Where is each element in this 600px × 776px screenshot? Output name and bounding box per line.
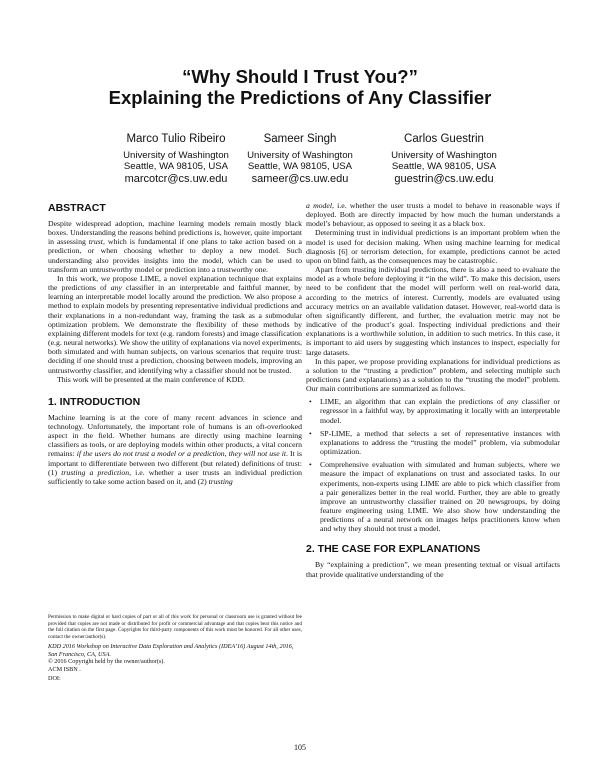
author-name: Sameer Singh [263, 133, 337, 145]
right-column [306, 201, 560, 579]
author-address: Seattle, WA 98105, USA [247, 161, 353, 172]
author-name: Marco Tulio Ribeiro [126, 133, 226, 145]
abstract-paragraph-3: This work will be presented at the main conference of KDD. [57, 374, 245, 384]
venue-notice: KDD 2016 Workshop on Interactive Data Exploration and Analytics (IDEA’16) August 14th, 2016, San Francisco, CA, USA. [48, 643, 294, 658]
intro-continued-paragraph: a model, i.e. whether the user trusts a model to behave in reasonable ways if deployed. Both are directly impacted by how much the human understands a model’s behaviour, as opposed to seeing it as a black box. [306, 201, 560, 229]
bullet-icon: • [309, 397, 312, 407]
isbn: ACM ISBN . [48, 666, 81, 674]
title-line-1: “Why Should I Trust You?” [182, 66, 418, 87]
abstract-paragraph-2: In this work, we propose LIME, a novel explanation technique that explains the predictions of any classifier in an interpretable and faithful manner, by learning an interpretable model locally around the prediction. We also propose a method to explain models by presenting representative individual predictions and their explanations in a non-redundant way, framing the task as a submodular optimization problem. We demonstrate the flexibility of these methods by explaining different models for text (e.g. random forests) and image classification (e.g. neural networks). We show the utility of explanations via novel experiments, both simulated and with human subjects, on various scenarios that require trust: deciding if one should trust a prediction, choosing between models, improving an untrustworthy classifier, and identifying why a classifier should not be trusted. [48, 273, 302, 375]
left-column [48, 202, 302, 486]
author-affiliation: University of Washington [123, 150, 229, 161]
author-name: Carlos Guestrin [404, 133, 484, 145]
bullet-icon: • [309, 428, 312, 438]
bullet-icon: • [309, 460, 312, 470]
permission-notice: Permission to make digital or hard copies of part or all of this work for personal or classroom use is granted without fee provided that copies are not made or distributed for profit or commercial advantage and that copies bear this notice and the full citation on the first page. Copyrights for third-party components of this work must be honored. For all other uses, contact the owner/author(s). [48, 614, 302, 640]
copyright-footnote [48, 614, 302, 683]
section-2-heading: 2. THE CASE FOR EXPLANATIONS [306, 543, 481, 556]
copyright-notice: © 2016 Copyright held by the owner/author(s). [48, 657, 165, 665]
author-address: Seattle, WA 98105, USA [391, 161, 497, 172]
introduction-heading: 1. INTRODUCTION [48, 395, 141, 408]
intro-paragraph-4: In this paper, we propose providing explanations for individual predictions as a solution to the “trusting a prediction” problem, and selecting multiple such predictions (and explanations) as a solution to the “trusting the model” problem. Our main contributions are summarized as follows. [306, 356, 560, 394]
title-line-2: Explaining the Predictions of Any Classifier [108, 87, 492, 108]
abstract-heading: ABSTRACT [48, 202, 106, 214]
intro-paragraph-3: Apart from trusting individual predictions, there is also a need to evaluate the model as a whole before deploying it “in the wild”. To make this decision, users need to be confident that the model will perform well on real-world data, according to the metrics of interest. Currently, models are evaluated using accuracy metrics on an available validation dataset. However, real-world data is often significantly different, and further, the evaluation metric may not be indicative of the product’s goal. Inspecting individual predictions and their explanations is a worthwhile solution, in addition to such metrics. In this case, it is important to aid users by suggesting which instances to inspect, especially for large datasets. [306, 265, 560, 357]
contributions-list [306, 397, 560, 533]
author-affiliation: University of Washington [247, 150, 353, 161]
abstract-paragraph-1: Despite widespread adoption, machine learning models remain mostly black boxes. Understanding the reasons behind predictions is, however, quite important in assessing trust, which is fundamental if one plans to take action based on a prediction, or when choosing whether to deploy a new model. Such understanding also provides insights into the model, which can be used to transform an untrustworthy model or prediction into a trustworthy one. [48, 219, 302, 274]
intro-paragraph-2: Determining trust in individual predictions is an important problem when the model is used for decision making. When using machine learning for medical diagnosis [6] or terrorism detection, for example, predictions cannot be acted upon on blind faith, as the consequences may be catastrophic. [306, 228, 560, 265]
list-item: • Comprehensive evaluation with simulated and human subjects, where we measure the impact of explanations on trust and associated tasks. In our experiments, non-experts using LIME are able to pick which classifier from a pair generalizes better in the real world. Further, they are able to greatly improve an untrustworthy classifier trained on 20 newsgroups, by doing feature engineering using LIME. We also show how understanding the predictions of a neural network on images helps practitioners know when and why they should not trust a model. [309, 460, 560, 534]
page-number: 105 [294, 743, 306, 752]
list-item: • SP-LIME, a method that selects a set of representative instances with explanations to address the “trusting the model” problem, via submodular optimization. [309, 428, 560, 457]
paper-title [40, 66, 560, 108]
author-affiliation: University of Washington [391, 150, 497, 161]
doi: DOI: [48, 674, 61, 682]
author-address: Seattle, WA 98105, USA [123, 161, 229, 172]
author-email: guestrin@cs.uw.edu [394, 173, 494, 185]
author-3 [354, 132, 534, 186]
author-email: marcotcr@cs.uw.edu [124, 173, 228, 185]
author-email: sameer@cs.uw.edu [251, 173, 349, 185]
section-2-paragraph-1: By “explaining a prediction”, we mean presenting textual or visual artifacts that provide qualitative understanding of the [306, 560, 560, 579]
introduction-paragraph-1: Machine learning is at the core of many recent advances in science and technology. Unfortunately, the important role of humans is an oft-overlooked aspect in the field. Whether humans are directly using machine learning classifiers as tools, or are deploying models within other products, a vital concern remains: if the users do not trust a model or a prediction, they will not use it. It is important to differentiate between two different (but related) definitions of trust: (1) trusting a prediction, i.e. whether a user trusts an individual prediction sufficiently to take some action based on it, and (2) trusting [48, 412, 303, 486]
list-item: • LIME, an algorithm that can explain the predictions of any classifier or regressor in a faithful way, by approximating it locally with an interpretable model. [309, 397, 560, 425]
